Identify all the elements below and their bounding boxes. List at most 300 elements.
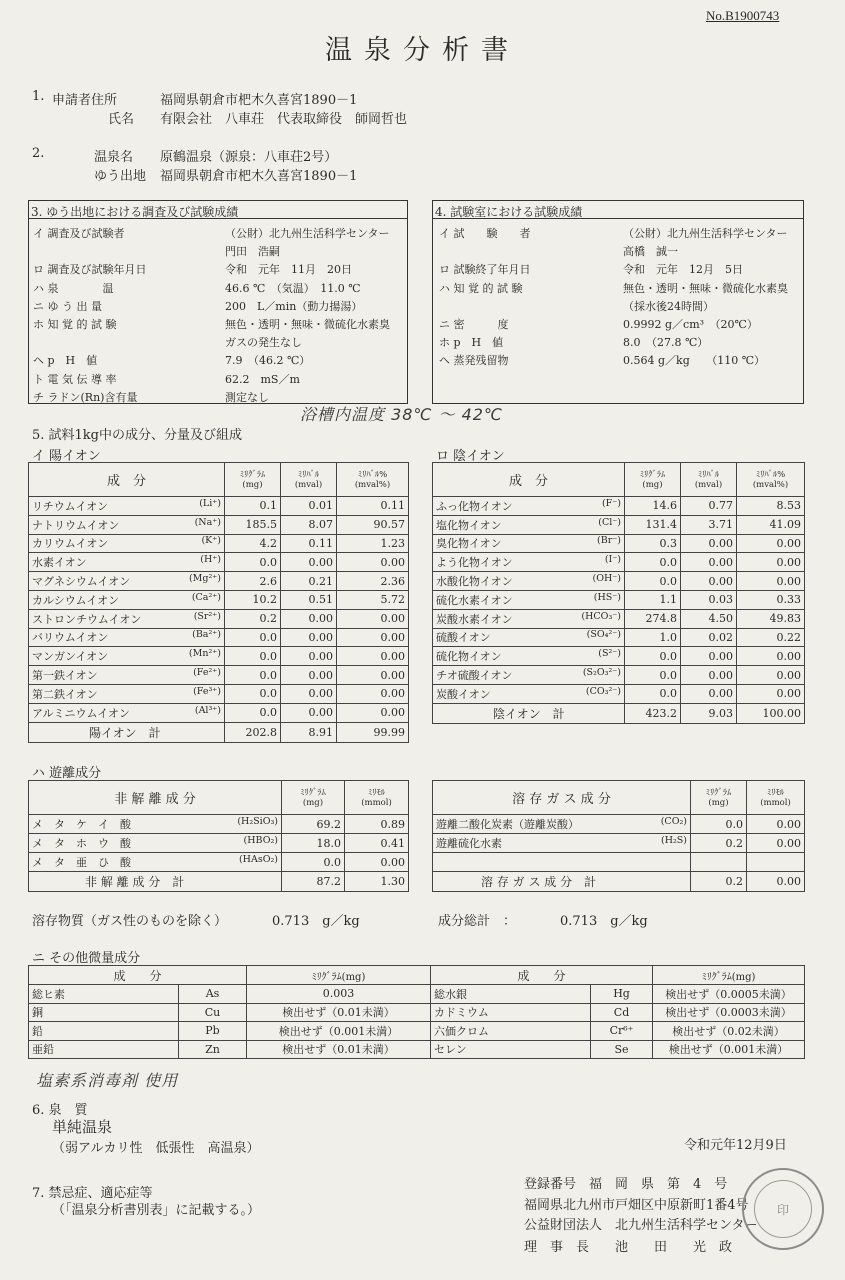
anion-component-name: 炭酸水素イオン xyxy=(436,612,513,626)
trace-s2-cell: Hg xyxy=(591,985,653,1004)
applicant-name-label: 氏名 xyxy=(108,112,135,127)
trace-v1-cell: 検出せず（0.01未満） xyxy=(247,1040,431,1059)
undiss-formula: (HAsO₂) xyxy=(238,854,278,865)
box4-row-label: ホ p H 値 xyxy=(439,336,504,350)
gas-header-cell: 溶 存 ガ ス 成 分 xyxy=(433,781,691,815)
anion-mval-cell: 0.00 xyxy=(681,647,737,666)
cation-mval-cell: 0.00 xyxy=(281,628,337,647)
table-row xyxy=(433,815,805,834)
box3-row-value: 測定なし xyxy=(225,390,269,404)
dissolved-matter-value: 0.713 g／kg xyxy=(272,914,360,929)
undiss-header-cell: ﾐﾘｸﾞﾗﾑ (mg) xyxy=(282,781,345,815)
anion-component-wrap xyxy=(436,573,621,589)
applicant-address: 福岡県朝倉市杷木久喜宮1890－1 xyxy=(160,93,358,108)
undiss-formula: (HBO₂) xyxy=(243,835,278,846)
box3-row xyxy=(29,350,407,368)
undiss-component-cell xyxy=(29,815,282,834)
undiss-mg-cell: 0.0 xyxy=(282,853,345,872)
table-row xyxy=(29,590,409,609)
table-row xyxy=(29,834,409,853)
box3-row xyxy=(29,278,407,296)
applicant-name: 有限会社 八車荘 代表取締役 師岡哲也 xyxy=(160,112,408,127)
trace-s1-cell: Pb xyxy=(179,1022,247,1041)
gas-header-cell: ﾐﾘｸﾞﾗﾑ (mg) xyxy=(691,781,747,815)
lab-test-divider xyxy=(433,218,803,219)
box3-row-value: 無色・透明・無味・微硫化水素臭 xyxy=(225,318,390,331)
cation-component-wrap xyxy=(32,629,221,645)
anion-formula: (I⁻) xyxy=(604,554,621,566)
box4-row-label: イ 試 験 者 xyxy=(439,227,531,240)
box4-row-value: 高橋 誠一 xyxy=(623,245,678,259)
anion-mg-cell: 0.0 xyxy=(625,572,681,591)
cation-mval-cell: 0.00 xyxy=(281,609,337,628)
cation-pct-cell: 5.72 xyxy=(337,590,409,609)
anion-component-cell xyxy=(433,497,625,516)
anion-formula: (HCO₃⁻) xyxy=(581,610,621,622)
cation-total-mval: 8.91 xyxy=(281,722,337,742)
anion-component-name: よう化物イオン xyxy=(436,556,513,570)
undiss-mg-cell: 69.2 xyxy=(282,815,345,834)
table-row xyxy=(433,609,805,628)
box3-row-value: 令和 元年 11月 20日 xyxy=(225,263,352,277)
cation-total-label: 陽イオン 計 xyxy=(29,722,225,742)
cation-mval-cell: 0.00 xyxy=(281,703,337,722)
cation-pct-cell: 2.36 xyxy=(337,572,409,591)
anion-component-name: 臭化物イオン xyxy=(436,537,502,551)
anion-pct-cell: 0.00 xyxy=(737,647,805,666)
cation-mval-cell: 0.00 xyxy=(281,553,337,572)
box3-row-label: イ 調査及び試験者 xyxy=(33,227,125,240)
cation-component-wrap xyxy=(32,554,221,570)
cation-mval-cell: 0.01 xyxy=(281,497,337,516)
anion-component-cell xyxy=(433,666,625,685)
undiss-total-label: 非 解 離 成 分 計 xyxy=(29,872,282,892)
cation-component-name: カリウムイオン xyxy=(32,537,109,551)
cation-component-name: カルシウムイオン xyxy=(32,593,120,607)
cation-pct-cell: 0.00 xyxy=(337,647,409,666)
box4-row-value: （採水後24時間） xyxy=(623,299,714,313)
cation-component-wrap xyxy=(32,592,221,608)
anion-component-wrap xyxy=(436,611,621,627)
box4-row-value: 8.0 （27.8 ℃） xyxy=(623,336,709,350)
trace-n1-cell: 銅 xyxy=(29,1003,179,1022)
gas-total-row xyxy=(433,872,805,892)
table-row xyxy=(29,534,409,553)
undiss-component-name: メ タ ホ ウ 酸 xyxy=(32,837,131,850)
cation-total-pct: 99.99 xyxy=(337,722,409,742)
trace-v1-cell: 検出せず（0.001未満） xyxy=(247,1022,431,1041)
box3-row-label: ホ 知 覚 的 試 験 xyxy=(33,318,117,331)
anion-pct-cell: 0.00 xyxy=(737,572,805,591)
box4-row xyxy=(433,241,803,259)
anion-header-cell: ﾐﾘｸﾞﾗﾑ (mg) xyxy=(625,463,681,497)
cation-formula: (Sr²⁺) xyxy=(193,610,221,622)
anion-header-cell: ﾐﾘﾊﾞﾙ (mval) xyxy=(681,463,737,497)
box4-row-label: ニ 密 度 xyxy=(439,318,509,331)
cation-component-wrap xyxy=(32,705,221,721)
trace-v1-cell: 0.003 xyxy=(247,985,431,1004)
anion-formula: (S²⁻) xyxy=(598,648,621,660)
cation-component-name: ストロンチウムイオン xyxy=(32,612,142,626)
gas-empty-cell xyxy=(747,853,805,872)
box4-row xyxy=(433,223,803,241)
cation-component-name: マグネシウムイオン xyxy=(32,575,131,589)
anion-component-name: 炭酸イオン xyxy=(436,687,491,701)
cation-mg-cell: 0.1 xyxy=(225,497,281,516)
anion-component-name: 硫化物イオン xyxy=(436,650,502,664)
spring-location-label: ゆう出地 xyxy=(94,169,147,184)
box3-row xyxy=(29,369,407,387)
gas-total-mg: 0.2 xyxy=(691,872,747,892)
cation-pct-cell: 0.00 xyxy=(337,628,409,647)
cation-header-cell: ﾐﾘﾊﾞﾙ (mval) xyxy=(281,463,337,497)
cation-component-cell xyxy=(29,609,225,628)
cation-component-name: ナトリウムイオン xyxy=(32,518,120,532)
cation-component-wrap xyxy=(32,667,221,683)
table-row xyxy=(29,985,805,1004)
trace-n2-cell: 六価クロム xyxy=(431,1022,591,1041)
anion-component-cell xyxy=(433,647,625,666)
section5-title: 5. 試料1kg中の成分、分量及び組成 xyxy=(32,428,243,443)
undiss-component-wrap xyxy=(32,816,278,832)
box4-row-value: 0.9992 g／cm³ （20℃） xyxy=(623,318,758,331)
spring-location: 福岡県朝倉市杷木久喜宮1890－1 xyxy=(160,169,358,184)
anion-header-row xyxy=(433,463,805,497)
spring-section-number: 2. xyxy=(32,146,45,161)
table-row xyxy=(29,1022,805,1041)
anion-mg-cell: 14.6 xyxy=(625,497,681,516)
cation-component-name: リチウムイオン xyxy=(32,499,109,513)
cation-formula: (Mn²⁺) xyxy=(188,648,221,660)
box4-row xyxy=(433,350,803,368)
spring-quality-title: 6. 泉 質 xyxy=(32,1103,88,1118)
cation-header-cell: ﾐﾘﾊﾞﾙ% (mval%) xyxy=(337,463,409,497)
anion-mg-cell: 0.0 xyxy=(625,666,681,685)
gas-mmol-cell: 0.00 xyxy=(747,834,805,853)
anion-formula: (CO₃²⁻) xyxy=(585,685,621,697)
gas-empty-cell xyxy=(433,853,691,872)
cation-formula: (Fe²⁺) xyxy=(193,667,221,679)
trace-n1-cell: 鉛 xyxy=(29,1022,179,1041)
box3-row-value: ガスの発生なし xyxy=(225,336,302,350)
box3-row-label: ロ 調査及び試験年月日 xyxy=(33,263,147,277)
issuer-address: 福岡県北九州市戸畑区中原新町1番4号 xyxy=(524,1198,749,1213)
issue-date: 令和元年12月9日 xyxy=(684,1138,787,1153)
table-row xyxy=(433,553,805,572)
box3-row-label: ト 電 気 伝 導 率 xyxy=(33,372,117,386)
anion-component-wrap xyxy=(436,535,621,551)
anion-mg-cell: 0.0 xyxy=(625,684,681,703)
undiss-total-mg: 87.2 xyxy=(282,872,345,892)
cation-component-cell xyxy=(29,497,225,516)
cation-mg-cell: 0.0 xyxy=(225,666,281,685)
cation-component-name: マンガンイオン xyxy=(32,650,109,664)
anion-mval-cell: 0.00 xyxy=(681,666,737,685)
trace-n2-cell: セレン xyxy=(431,1040,591,1059)
table-row xyxy=(433,534,805,553)
undiss-header-cell: 非 解 離 成 分 xyxy=(29,781,282,815)
table-row xyxy=(29,497,409,516)
box4-row-value: （公財）北九州生活科学センター xyxy=(623,227,788,240)
table-row xyxy=(433,647,805,666)
trace-s2-cell: Se xyxy=(591,1040,653,1059)
cation-component-wrap xyxy=(32,648,221,664)
undiss-total-row xyxy=(29,872,409,892)
document-title: 温泉分析書 xyxy=(325,35,520,66)
box3-row-value: 62.2 mS／m xyxy=(225,372,300,386)
anion-header-cell: 成 分 xyxy=(433,463,625,497)
anion-component-cell xyxy=(433,553,625,572)
table-row xyxy=(433,497,805,516)
trace-n1-cell: 総ヒ素 xyxy=(29,985,179,1004)
anion-component-cell xyxy=(433,534,625,553)
anion-component-cell xyxy=(433,609,625,628)
anion-formula: (SO₄²⁻) xyxy=(586,629,621,641)
undiss-component-name: メ タ 亜 ひ 酸 xyxy=(32,856,131,869)
spring-name: 原鶴温泉（源泉：八車荘2号） xyxy=(160,150,338,165)
lab-test-box xyxy=(432,200,804,404)
undissociated-table xyxy=(28,780,409,892)
box4-row xyxy=(433,296,803,314)
cation-pct-cell: 90.57 xyxy=(337,515,409,534)
issuer-organization: 公益財団法人 北九州生活科学センター xyxy=(524,1218,758,1233)
anion-mval-cell: 0.00 xyxy=(681,553,737,572)
box3-row xyxy=(29,241,407,259)
anion-mval-cell: 0.03 xyxy=(681,590,737,609)
anion-table xyxy=(432,462,805,724)
cation-component-cell xyxy=(29,647,225,666)
cation-component-name: バリウムイオン xyxy=(32,631,109,645)
anion-component-cell xyxy=(433,590,625,609)
official-seal-stamp: 印 xyxy=(742,1168,824,1250)
field-survey-title: 3. ゆう出地における調査及び試験成績 xyxy=(31,205,239,219)
cation-mval-cell: 0.00 xyxy=(281,666,337,685)
cation-component-cell xyxy=(29,515,225,534)
anion-component-wrap xyxy=(436,667,621,683)
cation-component-cell xyxy=(29,684,225,703)
anion-component-wrap xyxy=(436,592,621,608)
anion-pct-cell: 0.22 xyxy=(737,628,805,647)
undiss-component-cell xyxy=(29,834,282,853)
anion-total-pct: 100.00 xyxy=(737,703,805,723)
trace-s2-cell: Cr⁶⁺ xyxy=(591,1022,653,1041)
table-row xyxy=(29,647,409,666)
anion-formula: (Br⁻) xyxy=(597,535,621,547)
trace-s1-cell: Cu xyxy=(179,1003,247,1022)
cation-component-name: 第一鉄イオン xyxy=(32,669,98,683)
anion-mval-cell: 0.00 xyxy=(681,684,737,703)
box3-row-value: （公財）北九州生活科学センター xyxy=(225,227,390,240)
table-row xyxy=(29,609,409,628)
table-row xyxy=(433,515,805,534)
anion-formula: (OH⁻) xyxy=(592,573,621,585)
anion-mg-cell: 1.1 xyxy=(625,590,681,609)
box3-row-value: 200 L／min（動力揚湯） xyxy=(225,299,363,313)
anion-mval-cell: 0.00 xyxy=(681,572,737,591)
cation-mg-cell: 185.5 xyxy=(225,515,281,534)
cation-mg-cell: 10.2 xyxy=(225,590,281,609)
cation-pct-cell: 0.00 xyxy=(337,553,409,572)
cation-component-name: アルミニウムイオン xyxy=(32,706,130,720)
table-row xyxy=(433,666,805,685)
table-row xyxy=(29,553,409,572)
box4-row-value: 無色・透明・無味・微硫化水素臭 xyxy=(623,281,788,295)
box4-row-label: ハ 知 覚 的 試 験 xyxy=(439,281,523,295)
field-survey-divider xyxy=(29,218,407,219)
anion-pct-cell: 0.00 xyxy=(737,553,805,572)
cation-component-wrap xyxy=(32,517,221,533)
anion-component-wrap xyxy=(436,686,621,702)
cation-mg-cell: 0.0 xyxy=(225,553,281,572)
box3-row xyxy=(29,223,407,241)
anion-mval-cell: 0.77 xyxy=(681,497,737,516)
anion-mg-cell: 0.0 xyxy=(625,647,681,666)
trace-v2-cell: 検出せず（0.001未満） xyxy=(653,1040,805,1059)
total-components-label: 成分総計 ： xyxy=(438,914,517,929)
trace-components-title: ニ その他微量成分 xyxy=(32,951,141,966)
trace-v2-cell: 検出せず（0.0005未満） xyxy=(653,985,805,1004)
cation-component-name: 水素イオン xyxy=(32,556,87,570)
trace-s1-cell: As xyxy=(179,985,247,1004)
registration-number: 登録番号 福 岡 県 第 4 号 xyxy=(524,1177,728,1192)
gas-mg-cell: 0.2 xyxy=(691,834,747,853)
trace-header-cell: ﾐﾘｸﾞﾗﾑ(mg) xyxy=(247,966,431,985)
anion-mval-cell: 0.00 xyxy=(681,534,737,553)
handwritten-bath-temperature: 浴槽内温度 38℃ ～ 42℃ xyxy=(300,405,503,424)
anion-mg-cell: 131.4 xyxy=(625,515,681,534)
anion-formula: (S₂O₃²⁻) xyxy=(582,667,621,679)
cation-formula: (H⁺) xyxy=(200,554,221,566)
undiss-total-mmol: 1.30 xyxy=(345,872,409,892)
undiss-mg-cell: 18.0 xyxy=(282,834,345,853)
box4-row-value: 令和 元年 12月 5日 xyxy=(623,263,743,277)
cation-header-cell: 成 分 xyxy=(29,463,225,497)
anion-pct-cell: 0.33 xyxy=(737,590,805,609)
cation-component-wrap xyxy=(32,535,221,551)
trace-components-table xyxy=(28,965,805,1059)
table-row xyxy=(433,853,805,872)
undiss-mmol-cell: 0.00 xyxy=(345,853,409,872)
anion-pct-cell: 0.00 xyxy=(737,666,805,685)
anion-component-name: ふっ化物イオン xyxy=(436,499,513,513)
gas-header-row xyxy=(433,781,805,815)
anion-component-wrap xyxy=(436,517,621,533)
cation-pct-cell: 1.23 xyxy=(337,534,409,553)
undiss-mmol-cell: 0.89 xyxy=(345,815,409,834)
anion-formula: (HS⁻) xyxy=(593,591,621,603)
box4-row-value: 0.564 g／kg （110 ℃） xyxy=(623,354,766,368)
table-row xyxy=(29,515,409,534)
box4-row-label: ロ 試験終了年月日 xyxy=(439,263,531,277)
field-survey-box xyxy=(28,200,408,404)
gas-component-name: 遊離二酸化炭素（遊離炭酸） xyxy=(436,818,579,831)
cation-total-row xyxy=(29,722,409,742)
gas-mg-cell: 0.0 xyxy=(691,815,747,834)
table-row xyxy=(433,684,805,703)
cation-pct-cell: 0.00 xyxy=(337,666,409,685)
anion-mg-cell: 0.3 xyxy=(625,534,681,553)
anion-component-cell xyxy=(433,684,625,703)
table-row xyxy=(29,666,409,685)
anion-component-name: 水酸化物イオン xyxy=(436,575,513,589)
trace-s2-cell: Cd xyxy=(591,1003,653,1022)
spring-quality-sub: （弱アルカリ性 低張性 高温泉） xyxy=(52,1141,260,1156)
gas-total-mmol: 0.00 xyxy=(747,872,805,892)
cation-mval-cell: 8.07 xyxy=(281,515,337,534)
table-row xyxy=(433,590,805,609)
cation-formula: (Na⁺) xyxy=(194,516,221,528)
cation-component-cell xyxy=(29,534,225,553)
cation-component-wrap xyxy=(32,573,221,589)
anion-component-wrap xyxy=(436,554,621,570)
trace-header-cell: 成 分 xyxy=(29,966,247,985)
trace-header-row xyxy=(29,966,805,985)
anion-mval-cell: 4.50 xyxy=(681,609,737,628)
trace-n1-cell: 亜鉛 xyxy=(29,1040,179,1059)
cation-component-wrap xyxy=(32,498,221,514)
cation-component-name: 第二鉄イオン xyxy=(32,687,98,701)
anion-mg-cell: 274.8 xyxy=(625,609,681,628)
gas-formula: (CO₂) xyxy=(660,816,687,827)
anion-component-cell xyxy=(433,572,625,591)
anion-total-mg: 423.2 xyxy=(625,703,681,723)
cation-mg-cell: 0.0 xyxy=(225,647,281,666)
box3-row xyxy=(29,259,407,277)
undiss-header-cell: ﾐﾘﾓﾙ (mmol) xyxy=(345,781,409,815)
spring-quality-main: 単純温泉 xyxy=(52,1118,113,1136)
trace-s1-cell: Zn xyxy=(179,1040,247,1059)
undiss-component-wrap xyxy=(32,854,278,870)
cation-total-mg: 202.8 xyxy=(225,722,281,742)
box3-row-label: ヘ p H 値 xyxy=(33,354,98,368)
anion-component-name: 硫酸イオン xyxy=(436,631,491,645)
cation-mg-cell: 2.6 xyxy=(225,572,281,591)
gas-component-cell xyxy=(433,815,691,834)
anion-component-wrap xyxy=(436,498,621,514)
cation-component-cell xyxy=(29,666,225,685)
anion-mg-cell: 1.0 xyxy=(625,628,681,647)
box4-row xyxy=(433,259,803,277)
cation-mval-cell: 0.21 xyxy=(281,572,337,591)
cation-mg-cell: 0.0 xyxy=(225,684,281,703)
box3-row-label: チ ラドン(Rn)含有量 xyxy=(33,390,138,404)
anion-total-mval: 9.03 xyxy=(681,703,737,723)
table-row xyxy=(433,572,805,591)
table-row xyxy=(29,853,409,872)
anion-pct-cell: 8.53 xyxy=(737,497,805,516)
box3-row-value: 門田 浩嗣 xyxy=(225,245,280,259)
anion-header-cell: ﾐﾘﾊﾞﾙ% (mval%) xyxy=(737,463,805,497)
cation-component-wrap xyxy=(32,686,221,702)
gas-component-wrap xyxy=(436,835,687,851)
cation-formula: (Mg²⁺) xyxy=(188,573,221,585)
trace-header-cell: ﾐﾘｸﾞﾗﾑ(mg) xyxy=(653,966,805,985)
anion-pct-cell: 41.09 xyxy=(737,515,805,534)
cation-mg-cell: 0.0 xyxy=(225,628,281,647)
anion-component-cell xyxy=(433,515,625,534)
table-row xyxy=(29,628,409,647)
box4-row xyxy=(433,278,803,296)
dissolved-gas-table xyxy=(432,780,805,892)
contraindication-title: 7. 禁忌症、適応症等 xyxy=(32,1186,153,1201)
anion-pct-cell: 0.00 xyxy=(737,534,805,553)
table-row xyxy=(29,815,409,834)
anion-component-wrap xyxy=(436,629,621,645)
undiss-formula: (H₂SiO₃) xyxy=(237,816,278,827)
cation-pct-cell: 0.00 xyxy=(337,703,409,722)
cation-component-wrap xyxy=(32,611,221,627)
cation-component-cell xyxy=(29,553,225,572)
